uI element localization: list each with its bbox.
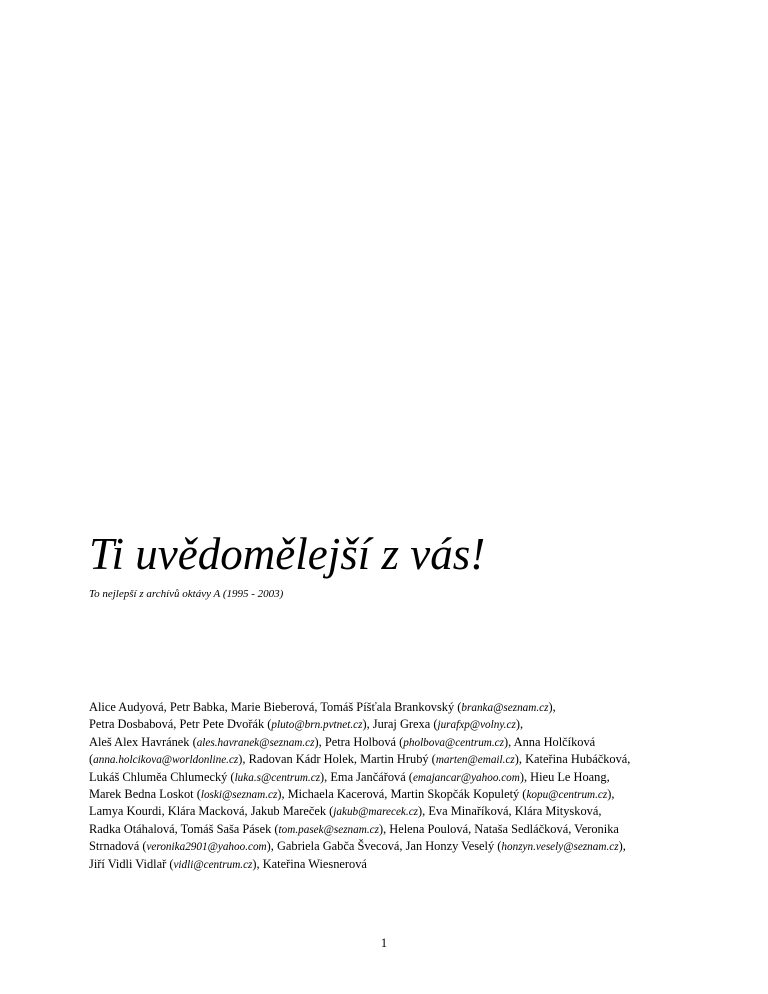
contributor-email: marten@email.cz — [435, 754, 515, 767]
contributor-line — [89, 751, 689, 768]
contributor-email: jakub@marecek.cz — [333, 806, 419, 819]
contributor-text: Lamya Kourdi, Klára Macková, Jakub Mareček ( — [89, 804, 334, 819]
contributor-email: honzyn.vesely@seznam.cz — [501, 841, 619, 854]
contributor-text: ), Anna Holčíková — [504, 734, 596, 749]
contributors-list — [89, 699, 689, 873]
contributor-line — [89, 838, 689, 855]
contributor-email: jurafxp@volny.cz — [437, 719, 516, 732]
contributor-text: ), Kateřina Wiesnerová — [252, 856, 367, 871]
contributor-text: Petra Dosbabová, Petr Pete Dvořák ( — [89, 717, 272, 732]
contributor-text: ), — [618, 839, 626, 854]
contributor-text: Jiří Vidli Vidlař ( — [89, 856, 174, 871]
contributor-text: ), — [548, 700, 556, 714]
contributor-text: ), — [607, 787, 615, 802]
contributor-text: ), — [515, 717, 524, 732]
contributor-email: branka@seznam.cz — [461, 702, 549, 714]
contributor-line — [89, 734, 689, 751]
contributor-line — [89, 769, 689, 786]
contributor-email: veronika2901@yahoo.com — [146, 841, 267, 854]
document-title: Ti uvědomělejší z vás! — [89, 529, 486, 579]
contributor-text: Radka Otáhalová, Tomáš Saša Pásek ( — [89, 821, 279, 836]
contributor-email: vidli@centrum.cz — [173, 858, 253, 871]
contributor-email: kopu@centrum.cz — [526, 789, 608, 802]
contributor-text: Alice Audyová, Petr Babka, Marie Bieberová, Tomáš Píšťala Brankovský ( — [89, 700, 462, 714]
contributor-email: pluto@brn.pvtnet.cz — [271, 719, 363, 732]
contributor-text: ( — [89, 752, 94, 767]
contributor-text: ), Gabriela Gabča Švecová, Jan Honzy Veselý ( — [266, 839, 502, 854]
contributor-text: ), Petra Holbová ( — [314, 734, 404, 749]
contributor-line — [89, 716, 689, 733]
contributor-line — [89, 786, 689, 803]
contributor-email: luka.s@centrum.cz — [234, 771, 321, 784]
contributor-text: ), Juraj Grexa ( — [362, 717, 438, 732]
contributor-text: Marek Bedna Loskot ( — [89, 787, 201, 802]
contributor-email: tom.pasek@seznam.cz — [278, 823, 379, 836]
contributor-line — [89, 856, 689, 873]
contributor-text: ), Ema Jančářová ( — [320, 769, 413, 784]
contributor-text: ), Radovan Kádr Holek, Martin Hrubý ( — [238, 752, 436, 767]
contributor-text: ), Michaela Kacerová, Martin Skopčák Kopuletý ( — [277, 787, 527, 802]
contributor-text: Aleš Alex Havránek ( — [89, 734, 197, 749]
contributor-text: ), Eva Minaříková, Klára Mitysková, — [418, 804, 602, 819]
contributor-email: anna.holcikova@worldonline.cz — [93, 754, 239, 767]
contributor-line — [89, 803, 689, 820]
contributor-email: pholbova@centrum.cz — [403, 736, 504, 749]
contributor-email: emajancar@yahoo.com — [412, 771, 520, 784]
contributor-text: Lukáš Chluměa Chlumecký ( — [89, 769, 235, 784]
contributor-email: loski@seznam.cz — [200, 789, 278, 802]
page-number: 1 — [380, 936, 388, 950]
contributor-text: ), Kateřina Hubáčková, — [514, 752, 631, 767]
contributor-text: ), Helena Poulová, Nataša Sedláčková, Veronika — [378, 821, 619, 836]
contributor-line — [89, 699, 689, 716]
contributor-email: ales.havranek@seznam.cz — [196, 736, 315, 749]
document-subtitle: To nejlepší z archívů oktávy A (1995 - 2003) — [89, 588, 284, 600]
contributor-text: ), Hieu Le Hoang, — [519, 769, 610, 784]
contributor-text: Strnadová ( — [89, 839, 147, 854]
contributor-line — [89, 821, 689, 838]
